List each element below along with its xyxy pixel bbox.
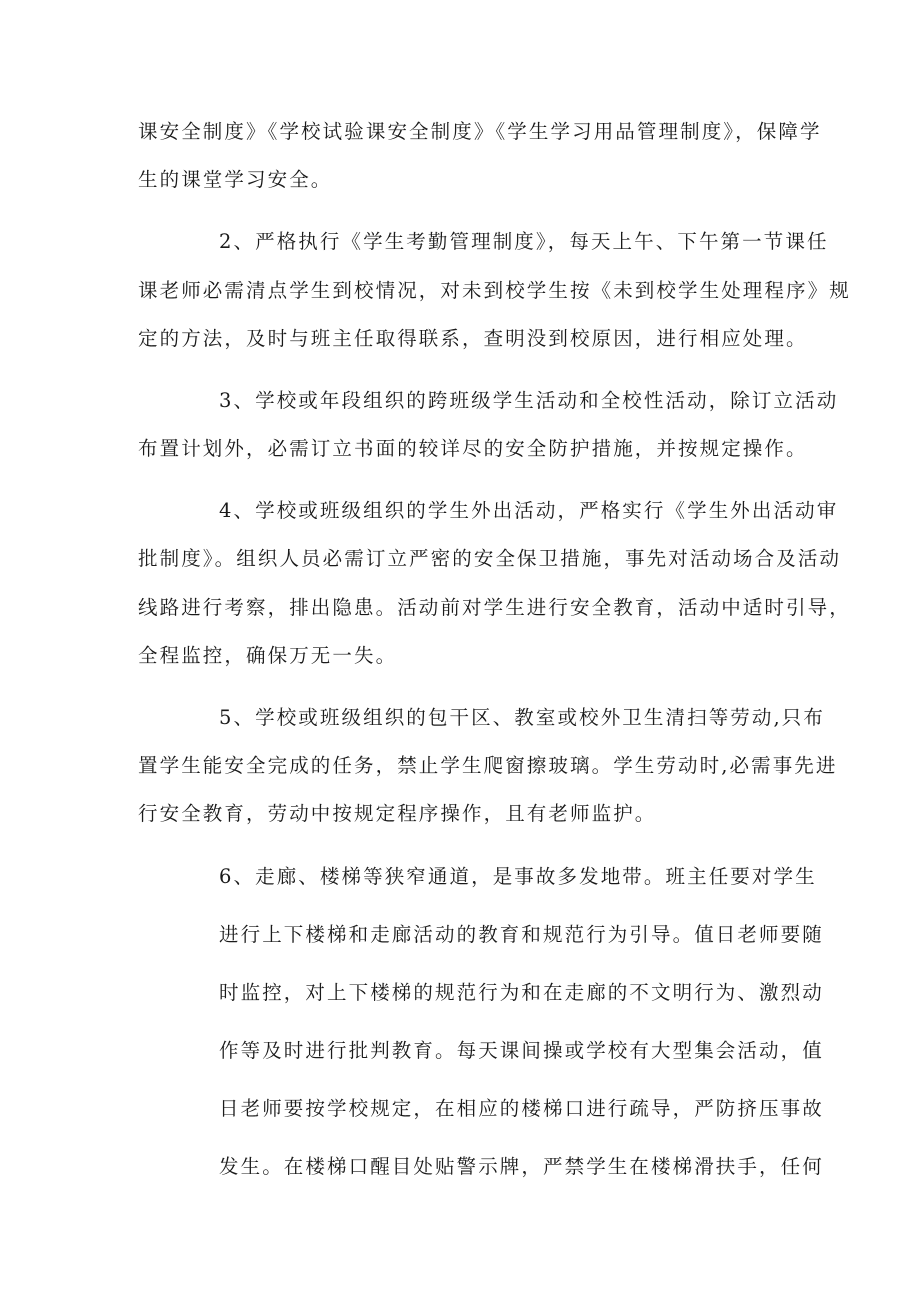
text-line: 日老师要按学校规定，在相应的楼梯口进行疏导，严防挤压事故 <box>219 1097 824 1120</box>
text-line: 作等及时进行批判教育。每天课间操或学校有大型集会活动，值 <box>219 1039 824 1062</box>
text-line: 全程监控，确保万无一失。 <box>138 644 398 667</box>
text-line: 课安全制度》《学校试验课安全制度》《学生学习用品管理制度》，保障学 <box>138 120 822 143</box>
text-line: 定的方法，及时与班主任取得联系，查明没到校原因，进行相应处理。 <box>138 327 808 350</box>
text-line: 进行上下楼梯和走廊活动的教育和规范行为引导。值日老师要随 <box>219 923 824 946</box>
text-line: 2、严格执行《学生考勤管理制度》，每天上午、下午第一节课任 <box>219 230 829 253</box>
text-line: 6、走廊、楼梯等狭窄通道，是事故多发地带。班主任要对学生 <box>219 865 817 888</box>
text-line: 批制度》。组织人员必需订立严密的安全保卫措施，事先对活动场合及活动 <box>138 547 842 570</box>
text-line: 线路进行考察，排出隐患。活动前对学生进行安全教育，活动中适时引导， <box>138 596 851 619</box>
text-line: 时监控，对上下楼梯的规范行为和在走廊的不文明行为、激烈动 <box>219 981 824 1004</box>
text-line: 发生。在楼梯口醒目处贴警示牌，严禁学生在楼梯滑扶手，任何 <box>219 1155 824 1178</box>
text-line: 4、学校或班级组织的学生外出活动，严格实行《学生外出活动审 <box>219 499 839 522</box>
text-line: 3、学校或年段组织的跨班级学生活动和全校性活动，除订立活动 <box>219 389 839 412</box>
text-line: 生的课堂学习安全。 <box>138 168 333 191</box>
text-line: 置学生能安全完成的任务，禁止学生爬窗擦玻璃。学生劳动时,必需事先进 <box>138 754 838 777</box>
text-line: 课老师必需清点学生到校情况，对未到校学生按《未到校学生处理程序》规 <box>138 279 851 302</box>
text-line: 行安全教育，劳动中按规定程序操作，且有老师监护。 <box>138 802 657 825</box>
text-line: 5、学校或班级组织的包干区、教室或校外卫生清扫等劳动,只布 <box>219 706 826 729</box>
text-line: 布置计划外，必需订立书面的较详尽的安全防护措施，并按规定操作。 <box>138 437 808 460</box>
